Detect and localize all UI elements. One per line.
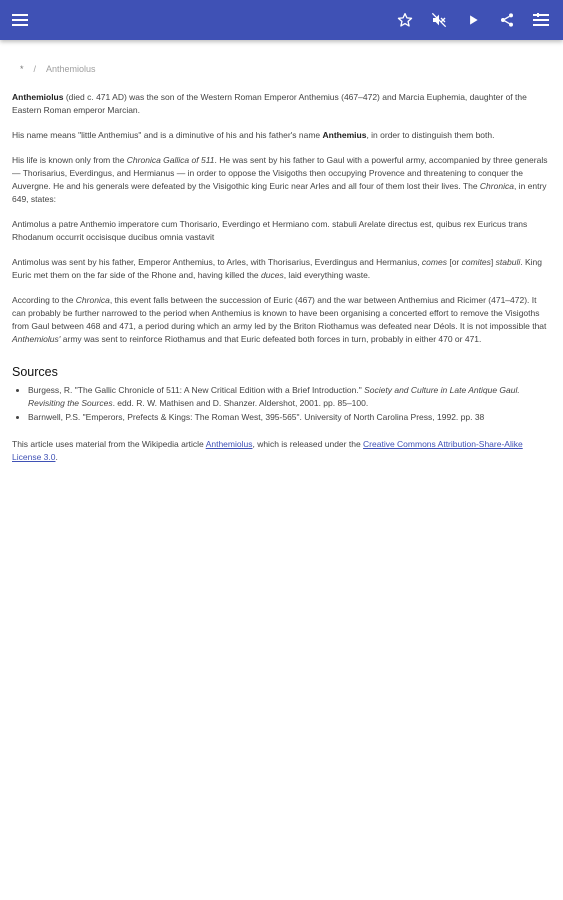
play-icon[interactable] [461, 8, 485, 32]
license-link[interactable]: Creative Commons Attribution-Share-Alike License 3.0 [12, 439, 523, 462]
share-icon[interactable] [495, 8, 519, 32]
breadcrumb-current: Anthemiolus [46, 64, 96, 74]
breadcrumb-separator: / [33, 64, 37, 74]
text-span: His life is known only from the [12, 155, 127, 165]
paragraph-life [12, 154, 551, 206]
paragraph-intro [12, 91, 551, 117]
text-span: [or [446, 257, 462, 267]
text-span: ] [490, 257, 496, 267]
wikipedia-article-link[interactable]: Anthemiolus [205, 439, 253, 449]
text-span: , in order to distinguish them both. [366, 130, 495, 140]
text-span: , laid everything waste. [283, 270, 371, 280]
more-icon[interactable] [529, 8, 553, 32]
text-span: . He was sent by his father to Gaul with a powerful army, accompanied by three generals — Thorisarius, Everdingus, and Hermianus — in order to oppose the Visigoths then occupying Provence and threatening to conquer the Auvergne. He and his generals were defeated by the Visigothic king Euric near Arles and all four of them lost their lives. The [12, 155, 548, 191]
italic-span: Society and Culture in Late Antique Gaul. Revisiting the Sources [28, 385, 520, 408]
text-span: His name means "little Anthemius" and is a diminutive of his and his father's name [12, 130, 323, 140]
toolbar-actions [383, 0, 553, 40]
italic-span: comites [461, 257, 491, 267]
italic-span: duces [261, 270, 284, 280]
sources-list [12, 384, 551, 424]
text-span: Antimolus was sent by his father, Emperor Anthemius, to Arles, with Thorisarius, Everdingus and Hermanius, [12, 257, 422, 267]
sources-heading: Sources [12, 365, 58, 379]
text-span: , which is released under the [252, 439, 364, 449]
text-span: . edd. R. W. Mathisen and D. Shanzer. Aldershot, 2001. pp. 85–100. [112, 398, 369, 408]
article-title-bold: Anthemiolus [12, 92, 64, 102]
license-notice [12, 438, 551, 464]
text-span: , in entry 649, states: [12, 181, 547, 204]
text-span: . [55, 452, 58, 462]
breadcrumb-home[interactable]: * [20, 64, 24, 74]
breadcrumb [12, 64, 551, 74]
italic-span: stabuli [495, 257, 521, 267]
text-span: , this event falls between the succession of Euric (467) and the war between Anthemius and Ricimer (471–472). It can probably be further narrowed to the period when Anthemius is known to have been organising a concerted effort to remove the Visigoths from Gaul between 468 and 471, a period during which an army led by the Briton Riothamus was defeated near Déols. It is not impossible that [12, 295, 547, 331]
source-item [28, 384, 551, 410]
text-span: (died c. 471 AD) was the son of the Western Roman Emperor Anthemius (467–472) and Marcia Euphemia, daughter of the Eastern Roman emperor Marcian. [12, 92, 527, 115]
paragraph-translation [12, 256, 551, 282]
text-span: . King Euric met them on the far side of the Rhone and, having killed the [12, 257, 542, 280]
paragraph-chronology [12, 294, 551, 346]
source-item: • Barnwell, P.S. "Emperors, Prefects & Kings: The Roman West, 395-565". University of North Carolina Press, 1992. pp. 38 [28, 411, 551, 424]
menu-icon[interactable] [8, 8, 32, 32]
text-span: army was sent to reinforce Riothamus and that Euric defeated both forces in turn, probably in either 470 or 471. [60, 334, 482, 344]
article-content [0, 64, 563, 464]
text-span: Burgess, R. "The Gallic Chronicle of 511: A New Critical Edition with a Brief Introduction." [28, 385, 365, 395]
italic-span: Chronica [479, 181, 514, 191]
text-span: This article uses material from the Wikipedia article [12, 439, 206, 449]
text-span: According to the [12, 295, 76, 305]
paragraph-name [12, 129, 551, 142]
app-bar [0, 0, 563, 40]
star-icon[interactable] [393, 8, 417, 32]
italic-span: Anthemiolus' [12, 334, 61, 344]
paragraph-latin-quote: Antimolus a patre Anthemio imperatore cum Thorisario, Everdingo et Hermiano com. stabuli Arelate directus est, quibus rex Euricus trans Rhodanum occurrit occisisque ducibus omnia vastavit [12, 219, 528, 242]
italic-span: Chronica [75, 295, 110, 305]
bold-span: Anthemius [322, 130, 367, 140]
italic-span: comes [421, 257, 447, 267]
italic-span: Chronica Gallica of 511 [126, 155, 215, 165]
volume-off-icon[interactable] [427, 8, 451, 32]
